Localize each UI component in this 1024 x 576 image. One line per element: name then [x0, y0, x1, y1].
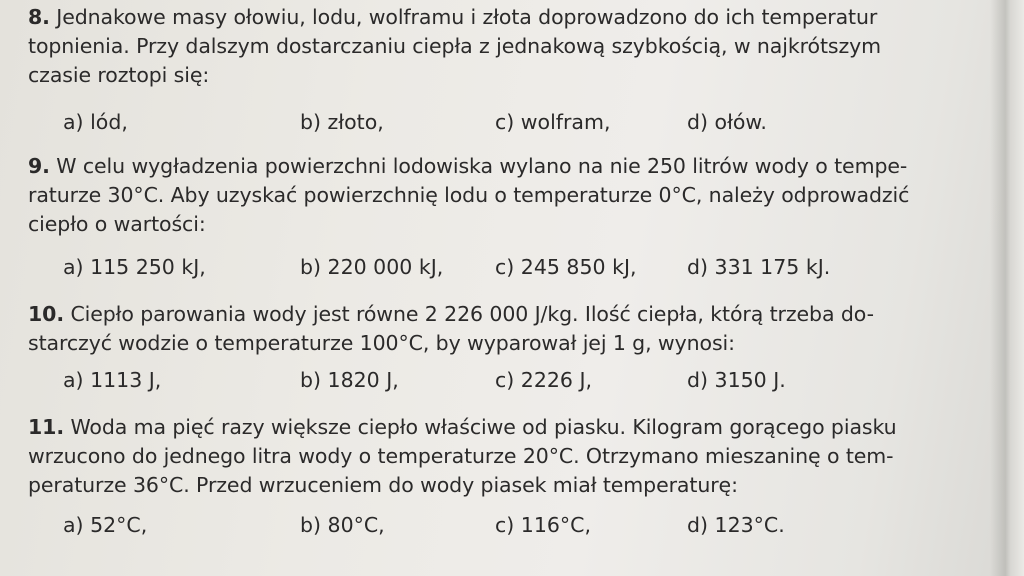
question-text: Jednakowe masy ołowiu, lodu, wolframu i złota doprowadzono do ich temperatur — [56, 5, 878, 29]
question-8 — [28, 3, 928, 90]
question-text: czasie roztopi się: — [28, 63, 210, 87]
answer-option-c: c) 116°C, — [495, 513, 591, 537]
question-line — [28, 300, 928, 329]
question-text: ciepło o wartości: — [28, 212, 206, 236]
answer-option-d: d) ołów. — [687, 110, 767, 134]
question-text: wrzucono do jednego litra wody o temperaturze 20°C. Otrzymano mieszaninę o tem- — [28, 444, 894, 468]
question-text: Ciepło parowania wody jest równe 2 226 000 J/kg. Ilość ciepła, którą trzeba do- — [70, 302, 874, 326]
question-line — [28, 413, 928, 442]
answer-option-c: c) 2226 J, — [495, 368, 593, 392]
answers-8 — [63, 107, 903, 137]
answer-option-b: b) złoto, — [300, 110, 384, 134]
question-text: Woda ma pięć razy większe ciepło właściwe od piasku. Kilogram gorącego piasku — [70, 415, 897, 439]
answer-option-c: c) wolfram, — [495, 110, 611, 134]
question-text: topnienia. Przy dalszym dostarczaniu ciepła z jednakową szybkością, w najkrótszym — [28, 34, 882, 58]
answers-10 — [63, 365, 903, 395]
question-number: 11. — [28, 415, 65, 439]
answer-option-d: d) 123°C. — [687, 513, 785, 537]
question-11 — [28, 413, 928, 500]
question-text: peraturze 36°C. Przed wrzuceniem do wody piasek miał temperaturę: — [28, 473, 738, 497]
answers-9 — [63, 252, 903, 282]
question-text: W celu wygładzenia powierzchni lodowiska wylano na nie 250 litrów wody o tempe- — [56, 154, 908, 178]
answer-option-d: d) 331 175 kJ. — [687, 255, 831, 279]
question-text: starczyć wodzie o temperaturze 100°C, by wyparował jej 1 g, wynosi: — [28, 331, 735, 355]
answer-option-d: d) 3150 J. — [687, 368, 786, 392]
answer-option-b: b) 80°C, — [300, 513, 385, 537]
answer-option-b: b) 1820 J, — [300, 368, 399, 392]
question-line — [28, 3, 928, 32]
question-text: raturze 30°C. Aby uzyskać powierzchnię lodu o temperaturze 0°C, należy odprowadzić — [28, 183, 910, 207]
answer-option-a: a) 52°C, — [63, 513, 148, 537]
answers-11 — [63, 510, 903, 540]
answer-option-a: a) 1113 J, — [63, 368, 162, 392]
page-fold-shadow — [990, 0, 1024, 576]
question-9 — [28, 152, 928, 239]
answer-option-a: a) lód, — [63, 110, 128, 134]
question-number: 9. — [28, 154, 50, 178]
question-line — [28, 152, 928, 181]
answer-option-b: b) 220 000 kJ, — [300, 255, 444, 279]
question-number: 8. — [28, 5, 50, 29]
answer-option-a: a) 115 250 kJ, — [63, 255, 206, 279]
question-number: 10. — [28, 302, 65, 326]
question-10 — [28, 300, 928, 358]
answer-option-c: c) 245 850 kJ, — [495, 255, 637, 279]
